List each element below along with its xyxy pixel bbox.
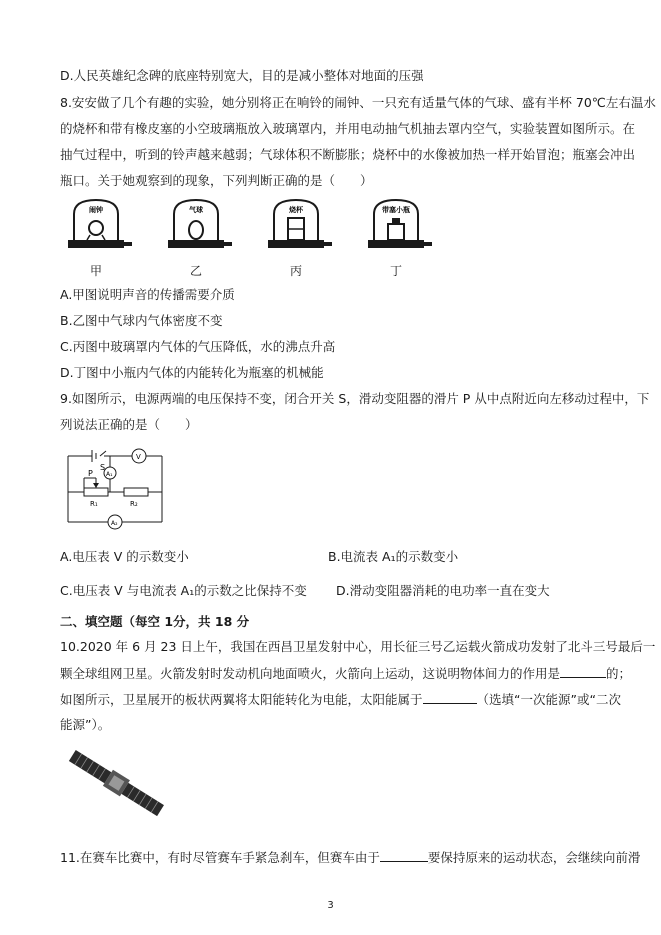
q10-text-line-2	[60, 665, 631, 682]
q10-line-2-tail: 的；	[606, 666, 632, 681]
q8-text-line-2: 的烧杯和带有橡皮塞的小空玻璃瓶放入玻璃罩内，并用电动抽气机抽去罩内空气，实验装置如图所示。在	[60, 121, 636, 136]
q11-text-line-1	[60, 849, 640, 866]
q10-blank-2[interactable]	[423, 691, 477, 704]
q8-option-d: D.丁图中小瓶内气体的内能转化为瓶塞的机械能	[60, 365, 324, 380]
q8-fig-caption-ding: 丁	[389, 264, 402, 278]
q8-option-c: C.丙图中玻璃罩内气体的气压降低，水的沸点升高	[60, 339, 336, 354]
q9-circuit-diagram	[62, 448, 172, 534]
q9-option-a: A.电压表 V 的示数变小	[60, 549, 189, 564]
page-number: 3	[327, 900, 334, 911]
q8-text-line-3: 抽气过程中，听到的铃声越来越弱；气球体积不断膨胀；烧杯中的水像被加热一样开始冒泡；瓶塞会冲出	[60, 147, 636, 162]
q11-line-1-tail: 要保持原来的运动状态，会继续向前滑	[427, 850, 641, 865]
q9-text-line-2: 列说法正确的是（ ）	[60, 417, 198, 432]
stoppered-bottle-shape	[388, 224, 404, 240]
q9-option-b: B.电流表 A₁的示数变小	[328, 549, 459, 564]
circuit-label-r2: R₂	[130, 500, 138, 508]
bell-jar-label-balloon: 气球	[189, 206, 203, 214]
q10-blank-1[interactable]	[560, 665, 606, 678]
circuit-label-p: P	[88, 469, 93, 478]
q8-fig-caption-bing: 丙	[289, 264, 302, 278]
bell-jar-label-beaker: 烧杯	[289, 206, 303, 214]
satellite-picture	[62, 744, 172, 824]
q9-option-d: D.滑动变阻器消耗的电功率一直在变大	[336, 583, 550, 598]
q8-fig-caption-yi: 乙	[189, 264, 202, 278]
q10-text-line-3	[60, 691, 621, 708]
q8-fig-caption-jia: 甲	[89, 264, 102, 278]
bell-jar-ding	[368, 200, 432, 248]
q9-option-c: C.电压表 V 与电流表 A₁的示数之比保持不变	[60, 583, 307, 598]
circuit-label-v: V	[136, 453, 141, 461]
q7-option-d: D.人民英雄纪念碑的底座特别宽大，目的是减小整体对地面的压强	[60, 68, 424, 83]
r1-resistor	[84, 488, 108, 496]
circuit-label-a2: A₂	[111, 520, 118, 527]
bell-jar-label-bottle: 带塞小瓶	[382, 206, 410, 214]
q11-blank-1[interactable]	[380, 849, 428, 862]
bell-jar-label-clock: 闹钟	[89, 206, 103, 214]
balloon-shape	[189, 221, 203, 239]
circuit-label-s: S	[100, 463, 106, 472]
section-2-title: 二、填空题（每空 1分，共 18 分	[60, 614, 250, 629]
q10-text-line-4: 能源”）。	[60, 717, 111, 732]
alarm-clock-shape	[89, 221, 103, 235]
q10-text-line-1: 10.2020 年 6 月 23 日上午，我国在西昌卫星发射中心，用长征三号乙运载火箭成功发射了北斗三号最后一	[60, 639, 656, 654]
q8-option-b: B.乙图中气球内气体密度不变	[60, 313, 223, 328]
bell-jar-bing	[268, 200, 332, 248]
bell-jar-yi	[168, 200, 232, 248]
q10-line-3-tail: （选填“一次能源”或“二次	[476, 692, 621, 707]
q10-line-3-text: 如图所示，卫星展开的板状两翼将太阳能转化为电能，太阳能属于	[60, 692, 423, 707]
q8-option-a: A.甲图说明声音的传播需要介质	[60, 287, 235, 302]
circuit-label-r1: R₁	[90, 500, 98, 508]
q8-text-line-1: 8.安安做了几个有趣的实验，她分别将正在响铃的闹钟、一只充有适量气体的气球、盛有半杯 70℃左右温水	[60, 95, 656, 110]
bell-jar-jia	[68, 200, 132, 248]
q8-bell-jar-figure	[60, 196, 480, 256]
q10-line-2-text: 颗全球组网卫星。火箭发射时发动机向地面喷火，火箭向上运动，这说明物体间力的作用是	[60, 666, 561, 681]
q11-line-1-text: 11.在赛车比赛中，有时尽管赛车手紧急刹车，但赛车由于	[60, 850, 380, 865]
q8-text-line-4: 瓶口。关于她观察到的现象，下列判断正确的是（ ）	[60, 173, 373, 188]
q9-text-line-1: 9.如图所示，电源两端的电压保持不变，闭合开关 S，滑动变阻器的滑片 P 从中点附近向左移动过程中，下	[60, 391, 650, 406]
circuit-label-a1: A₁	[106, 471, 113, 478]
r2-resistor	[124, 488, 148, 496]
